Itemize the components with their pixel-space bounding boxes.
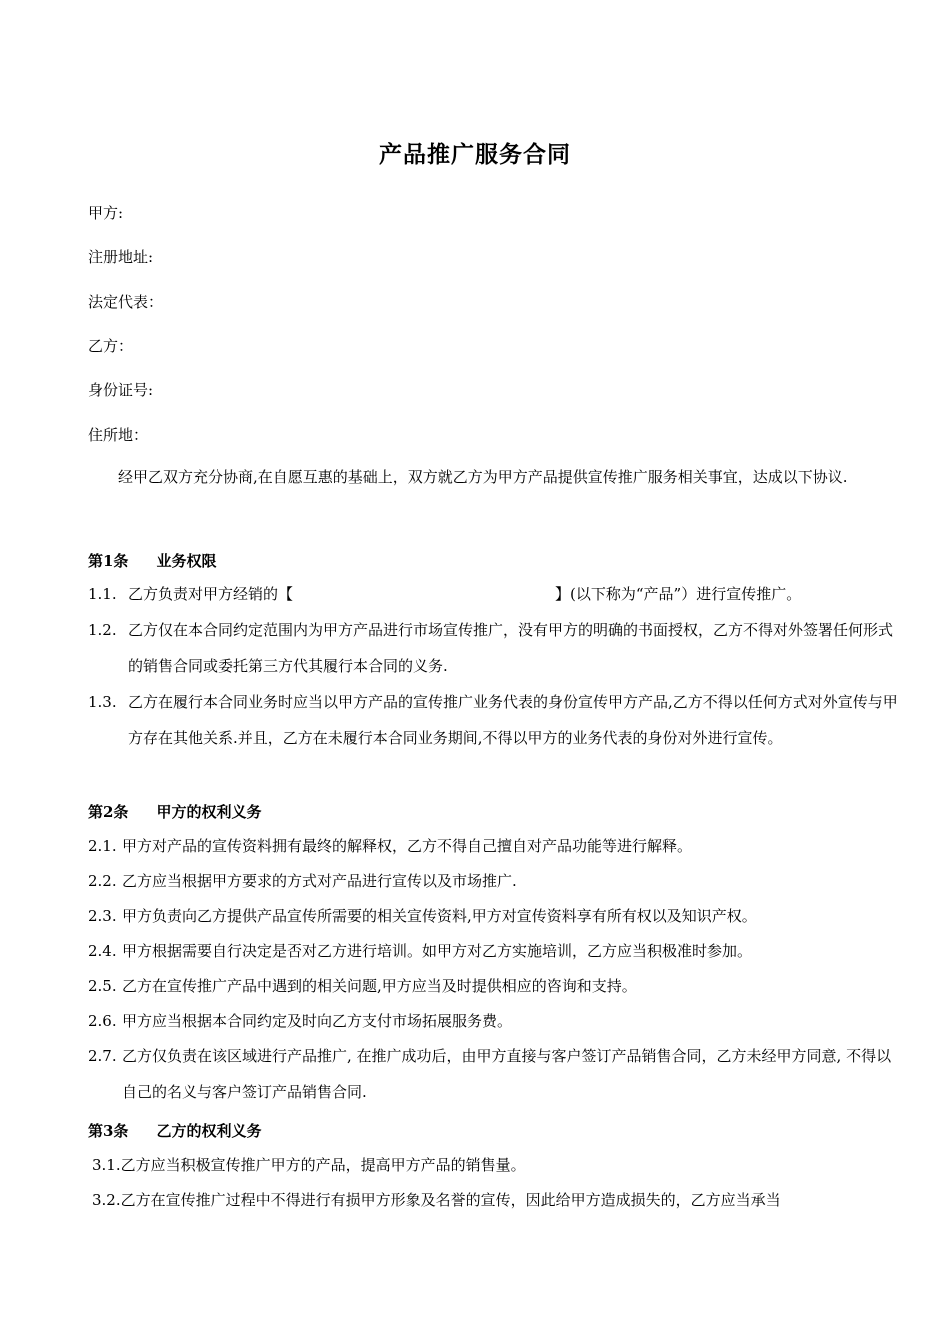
- clause-text: 乙方应当根据甲方要求的方式对产品进行宣传以及市场推广.: [122, 872, 517, 890]
- clause-number: 2.2.: [88, 872, 117, 890]
- clause-number: 2.3.: [88, 907, 117, 925]
- article-title: 甲方的权利义务: [156, 803, 262, 821]
- clause-1-1: [88, 576, 864, 612]
- clause-2-2: [88, 863, 864, 899]
- intro-paragraph: 经甲乙双方充分协商,在自愿互惠的基础上，双方就乙方为甲方产品提供宣传推广服务相关事宜，达成以下协议.: [118, 468, 848, 486]
- clause-text: 乙方在宣传推广过程中不得进行有损甲方形象及名誉的宣传，因此给甲方造成损失的，乙方应当承当: [120, 1191, 781, 1209]
- clause-text: 甲方根据需要自行决定是否对乙方进行培训。如甲方对乙方实施培训，乙方应当积极准时参加。: [122, 942, 753, 960]
- party-b-label: 乙方：: [88, 337, 134, 355]
- clause-2-7: [88, 1038, 898, 1110]
- clause-text: 甲方负责向乙方提供产品宣传所需要的相关宣传资料,甲方对宣传资料享有所有权以及知识产权。: [122, 907, 757, 925]
- clause-text-before-blank: 乙方负责对甲方经销的【: [128, 585, 294, 603]
- clause-text: 乙方仅在本合同约定范围内为甲方产品进行市场宣传推广，没有甲方的明确的书面授权，乙方不得对外签署任何形式的销售合同或委托第三方代其履行本合同的义务.: [128, 621, 894, 675]
- clause-2-4: [88, 933, 864, 969]
- article-1-heading: [88, 550, 216, 571]
- clause-number: 3.1.: [92, 1156, 121, 1174]
- clause-2-3: [88, 898, 864, 934]
- article-title: 业务权限: [156, 552, 217, 570]
- clause-2-6: [88, 1003, 864, 1039]
- clause-1-2: [88, 612, 904, 684]
- clause-number: 1.1.: [88, 585, 117, 603]
- clause-text: 甲方应当根据本合同约定及时向乙方支付市场拓展服务费。: [122, 1012, 513, 1030]
- clause-number: 1.2.: [88, 621, 117, 639]
- clause-2-5: [88, 968, 864, 1004]
- registered-address-label: 注册地址:: [88, 248, 154, 266]
- clause-number: 2.6.: [88, 1012, 117, 1030]
- article-number: 第3条: [88, 1122, 129, 1140]
- clause-text: 乙方在履行本合同业务时应当以甲方产品的宣传推广业务代表的身份宣传甲方产品,乙方不得以任何方式对外宣传与甲方存在其他关系.并且，乙方在未履行本合同业务期间,不得以甲方的业务代表的身份对外进行宣传。: [128, 693, 898, 747]
- clause-1-3: [88, 684, 904, 756]
- clause-number: 1.3.: [88, 693, 117, 711]
- article-3-heading: [88, 1120, 261, 1141]
- clause-text: 甲方对产品的宣传资料拥有最终的解释权，乙方不得自己擅自对产品功能等进行解释。: [122, 837, 693, 855]
- clause-3-2: [92, 1182, 864, 1218]
- clause-number: 2.7.: [88, 1047, 117, 1065]
- residence-label: 住所地：: [88, 426, 149, 444]
- clause-number: 2.4.: [88, 942, 117, 960]
- article-number: 第1条: [88, 552, 129, 570]
- party-a-label: 甲方:: [88, 204, 124, 222]
- clause-text-after-blank: 】(以下称为“产品”）进行宣传推广。: [555, 585, 802, 603]
- clause-text: 乙方仅负责在该区域进行产品推广, 在推广成功后，由甲方直接与客户签订产品销售合同，乙方未经甲方同意, 不得以自己的名义与客户签订产品销售合同.: [122, 1047, 892, 1101]
- clause-number: 2.5.: [88, 977, 117, 995]
- legal-representative-label: 法定代表：: [88, 293, 164, 311]
- clause-text: 乙方在宣传推广产品中遇到的相关问题,甲方应当及时提供相应的咨询和支持。: [122, 977, 637, 995]
- clause-2-1: [88, 828, 864, 864]
- clause-text: 乙方应当积极宣传推广甲方的产品，提高甲方产品的销售量。: [120, 1156, 526, 1174]
- clause-number: 2.1.: [88, 837, 117, 855]
- id-number-label: 身份证号:: [88, 381, 154, 399]
- article-2-heading: [88, 801, 261, 822]
- clause-3-1: [92, 1147, 868, 1183]
- article-number: 第2条: [88, 803, 129, 821]
- contract-title: 产品推广服务合同: [379, 141, 571, 168]
- article-title: 乙方的权利义务: [156, 1122, 262, 1140]
- clause-number: 3.2.: [92, 1191, 121, 1209]
